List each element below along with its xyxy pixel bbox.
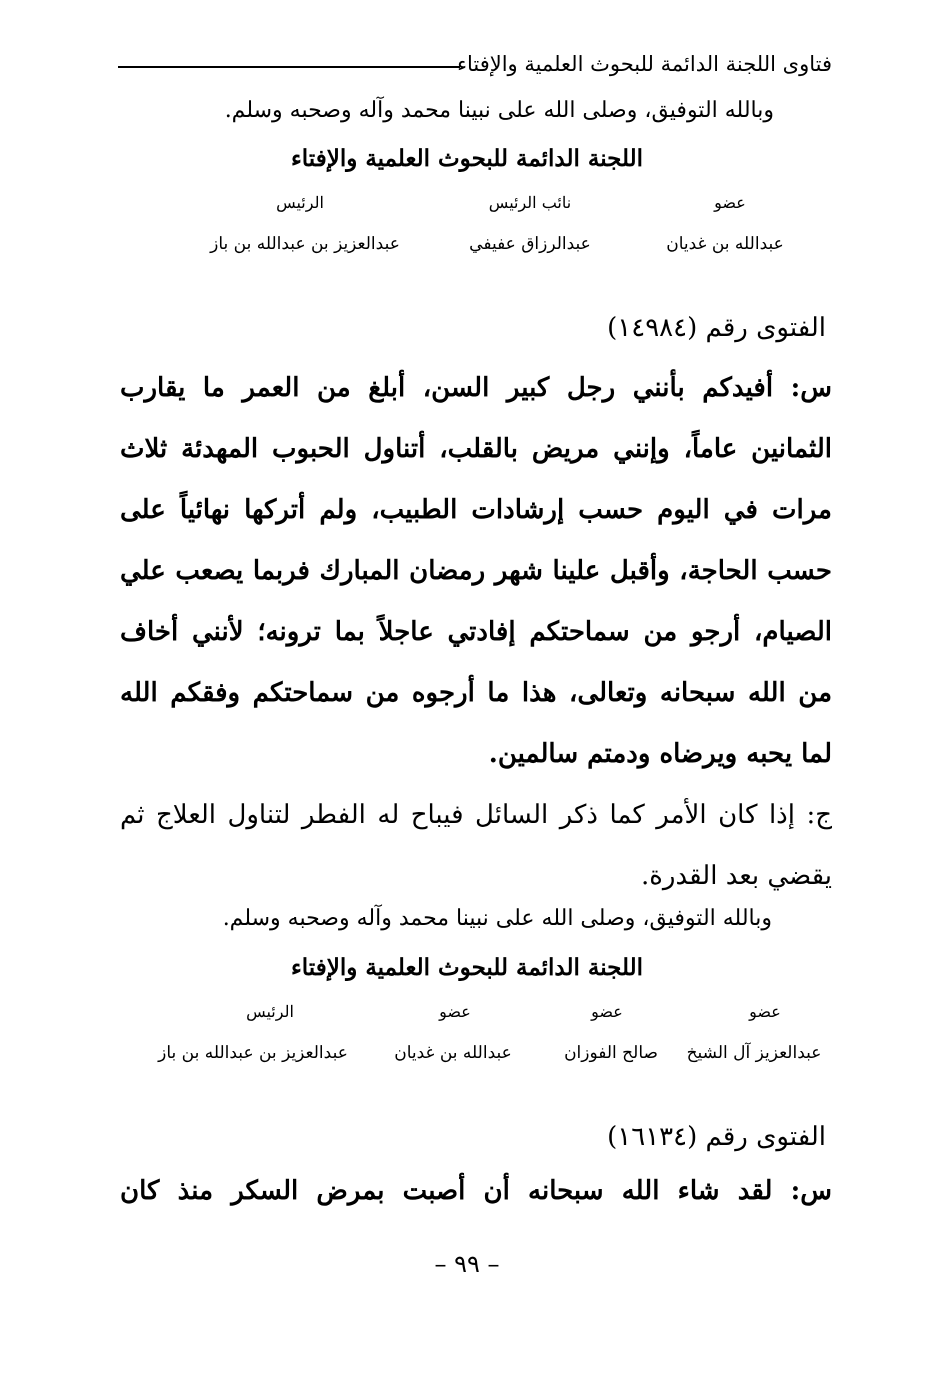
committee-name: اللجنة الدائمة للبحوث العلمية والإفتاء xyxy=(290,954,644,981)
signatory-role: عضو xyxy=(749,1002,781,1021)
fatwa-answer: ج: إذا كان الأمر كما ذكر السائل فيباح له الفطر لتناول العلاج ثم يقضي بعد القدرة. xyxy=(120,800,832,891)
closing-formula: وبالله التوفيق، وصلى الله على نبينا محمد وآله وصحبه وسلم. xyxy=(222,906,772,931)
signatory-role: عضو xyxy=(439,1002,471,1021)
signatory-name: عبدالعزيز بن عبدالله بن باز xyxy=(210,234,400,254)
fatwa-number: الفتوى رقم (١٦١٣٤) xyxy=(607,1122,826,1152)
signatory-role: عضو xyxy=(714,193,746,212)
fatwa-question: س: لقد شاء الله سبحانه أن أصبت بمرض السكر منذ كان xyxy=(120,1176,832,1206)
header-rule xyxy=(118,66,460,68)
signatory-role: الرئيس xyxy=(246,1002,294,1021)
committee-name: اللجنة الدائمة للبحوث العلمية والإفتاء xyxy=(290,145,644,172)
signatory-name: عبدالله بن غديان xyxy=(666,234,784,254)
signatory-name: عبدالرزاق عفيفي xyxy=(469,234,591,254)
signatory-role: الرئيس xyxy=(276,193,324,212)
signatory-name: عبدالله بن غديان xyxy=(394,1043,512,1063)
fatwa-number: الفتوى رقم (١٤٩٨٤) xyxy=(607,313,826,343)
signatory-name: عبدالعزيز آل الشيخ xyxy=(686,1043,822,1063)
running-header-title: فتاوى اللجنة الدائمة للبحوث العلمية والإفتاء xyxy=(457,52,832,76)
signatory-name: عبدالعزيز بن عبدالله بن باز xyxy=(158,1043,348,1063)
fatwa-question: س: أفيدكم بأنني رجل كبير السن، أبلغ من العمر ما يقارب الثمانين عاماً، وإنني مريض بالقلب، أتناول الحبوب المهدئة ثلاث مرات في اليوم حسب إرشادات الطبيب، ولم أتركها نهائياً على حسب الحاجة، وأقبل علينا شهر رمضان المبارك فربما يصعب علي الصيام، أرجو من سماحتكم إفادتي عاجلاً بما ترونه؛ لأنني أخاف من الله سبحانه وتعالى، هذا ما أرجوه من سماحتكم وفقكم الله لما يحبه ويرضاه ودمتم سالمين. xyxy=(120,373,832,769)
signatory-name: صالح الفوزان xyxy=(564,1043,658,1063)
signatory-role: عضو xyxy=(591,1002,623,1021)
closing-formula: وبالله التوفيق، وصلى الله على نبينا محمد وآله وصحبه وسلم. xyxy=(224,98,774,123)
signatory-role: نائب الرئيس xyxy=(488,193,572,212)
page-number: – ٩٩ – xyxy=(434,1250,500,1278)
